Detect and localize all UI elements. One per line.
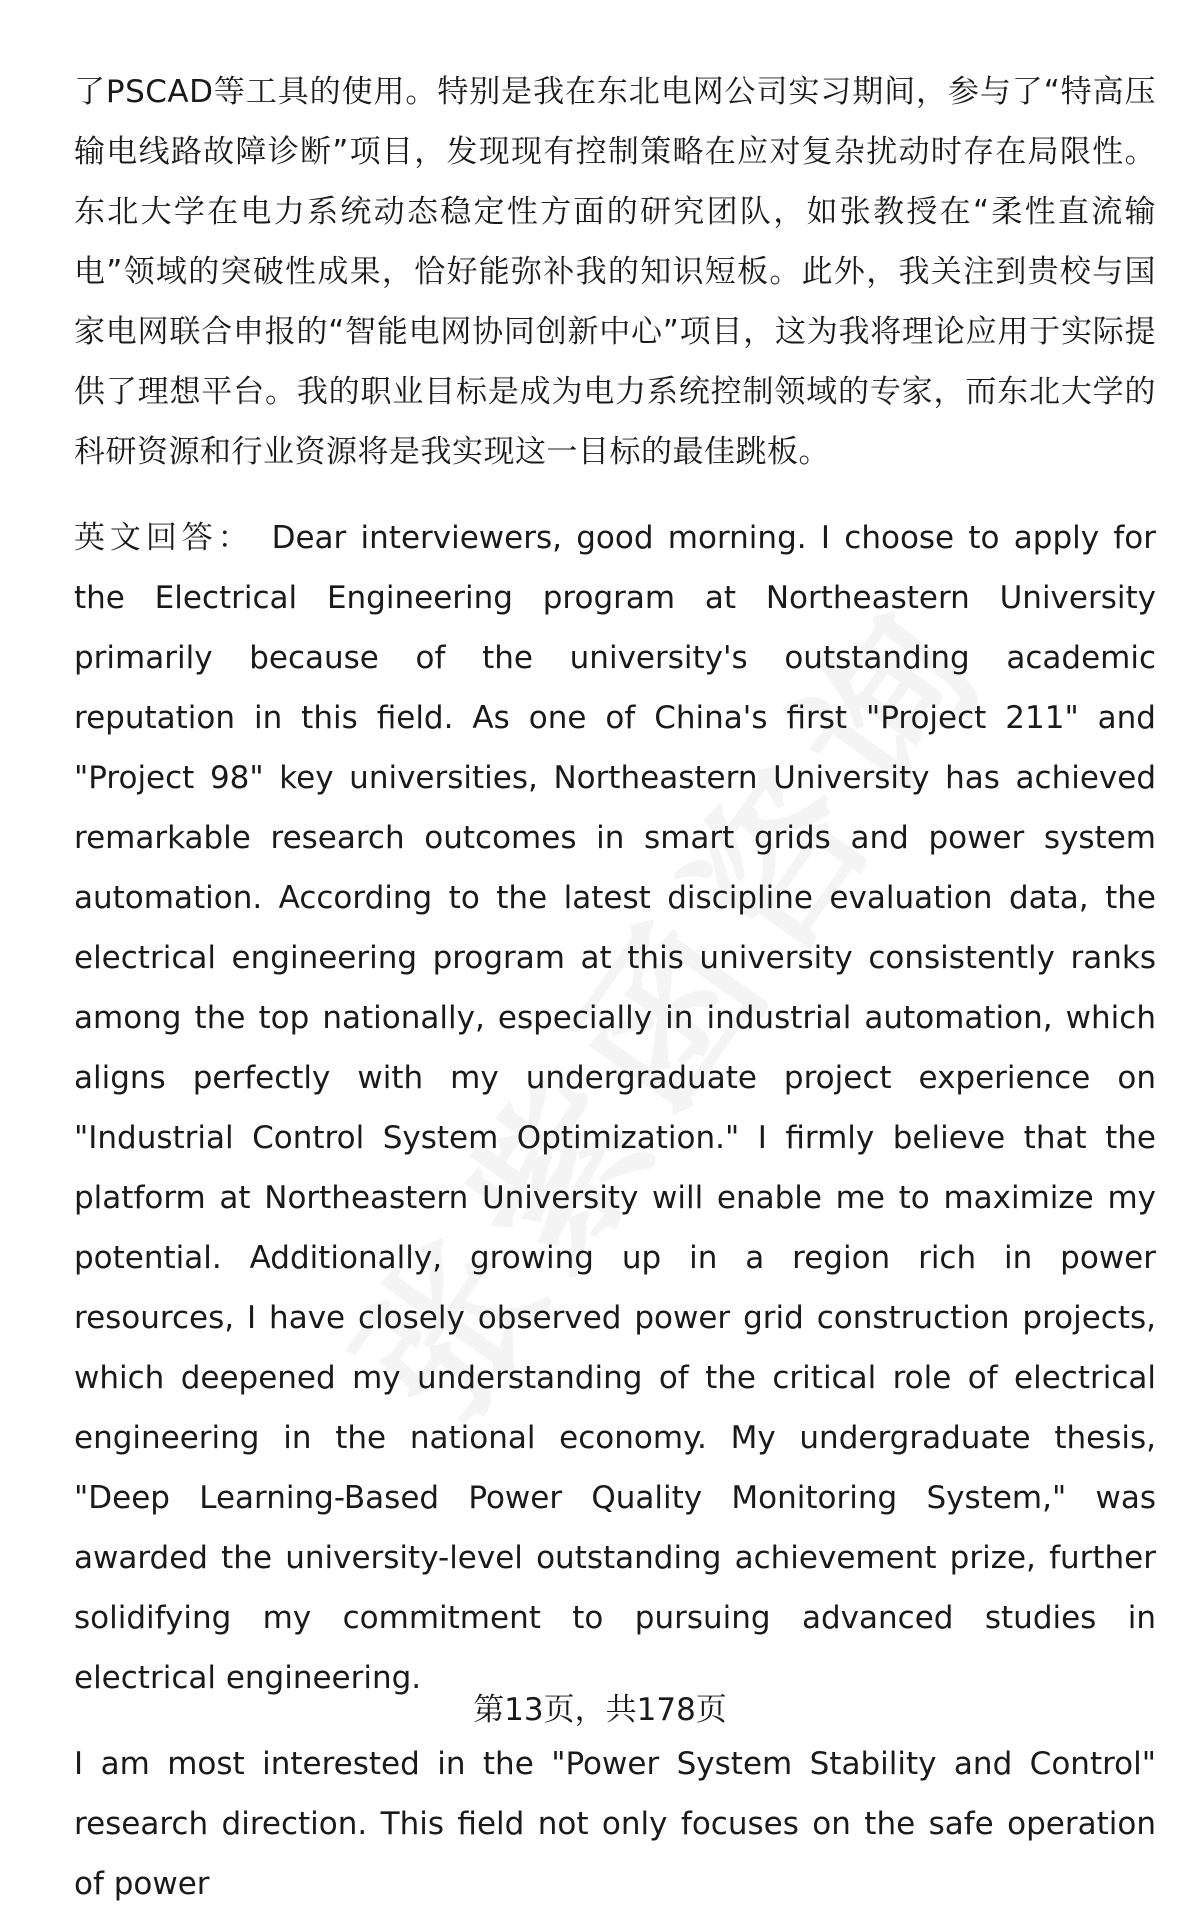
paragraph-text: I am most interested in the "Power System Stability and Control" research direction. This field not only focuses on the safe operation of power (74, 1746, 1156, 1902)
paragraph-text: 了PSCAD等工具的使用。特别是我在东北电网公司实习期间，参与了“特高压输电线路故障诊断”项目，发现现有控制策略在应对复杂扰动时存在局限性。东北大学在电力系统动态稳定性方面的研究团队，如张教授在“柔性直流输电”领域的突破性成果，恰好能弥补我的知识短板。此外，我关注到贵校与国家电网联合申报的“智能电网协同创新中心”项目，这为我将理论应用于实际提供了理想平台。我的职业目标是成为电力系统控制领域的专家，而东北大学的科研资源和行业资源将是我实现这一目标的最佳跳板。 (74, 74, 1156, 470)
paragraph-text: Dear interviewers, good morning. I choose to apply for the Electrical Engineering program at Northeastern University primarily because of the university's outstanding academic reputation in this field. As one of China's first "Project 211" and "Project 98" key universities, Northeastern University has achieved remarkable research outcomes in smart grids and power system automation. According to the latest discipline evaluation data, the electrical engineering program at this university consistently ranks among the top nationally, especially in industrial automation, which aligns perfectly with my undergraduate project experience on "Industrial Control System Optimization." I firmly believe that the platform at Northeastern University will enable me to maximize my potential. Additionally, growing up in a region rich in power resources, I have closely observed power grid construction projects, which deepened my understanding of the critical role of electrical engineering in the national economy. My undergraduate thesis, "Deep Learning-Based Power Quality Monitoring System," was awarded the university-level outstanding achievement prize, further solidifying my commitment to pursuing advanced studies in electrical engineering. (74, 520, 1156, 1696)
paragraph-chinese-answer (74, 62, 1156, 482)
page-indicator: 第13页，共178页 (473, 1692, 727, 1728)
paragraph-english-answer (74, 508, 1156, 1708)
paragraph-research-interest (74, 1734, 1156, 1914)
document-body (74, 62, 1156, 1914)
english-answer-label: 英文回答： (74, 520, 254, 556)
